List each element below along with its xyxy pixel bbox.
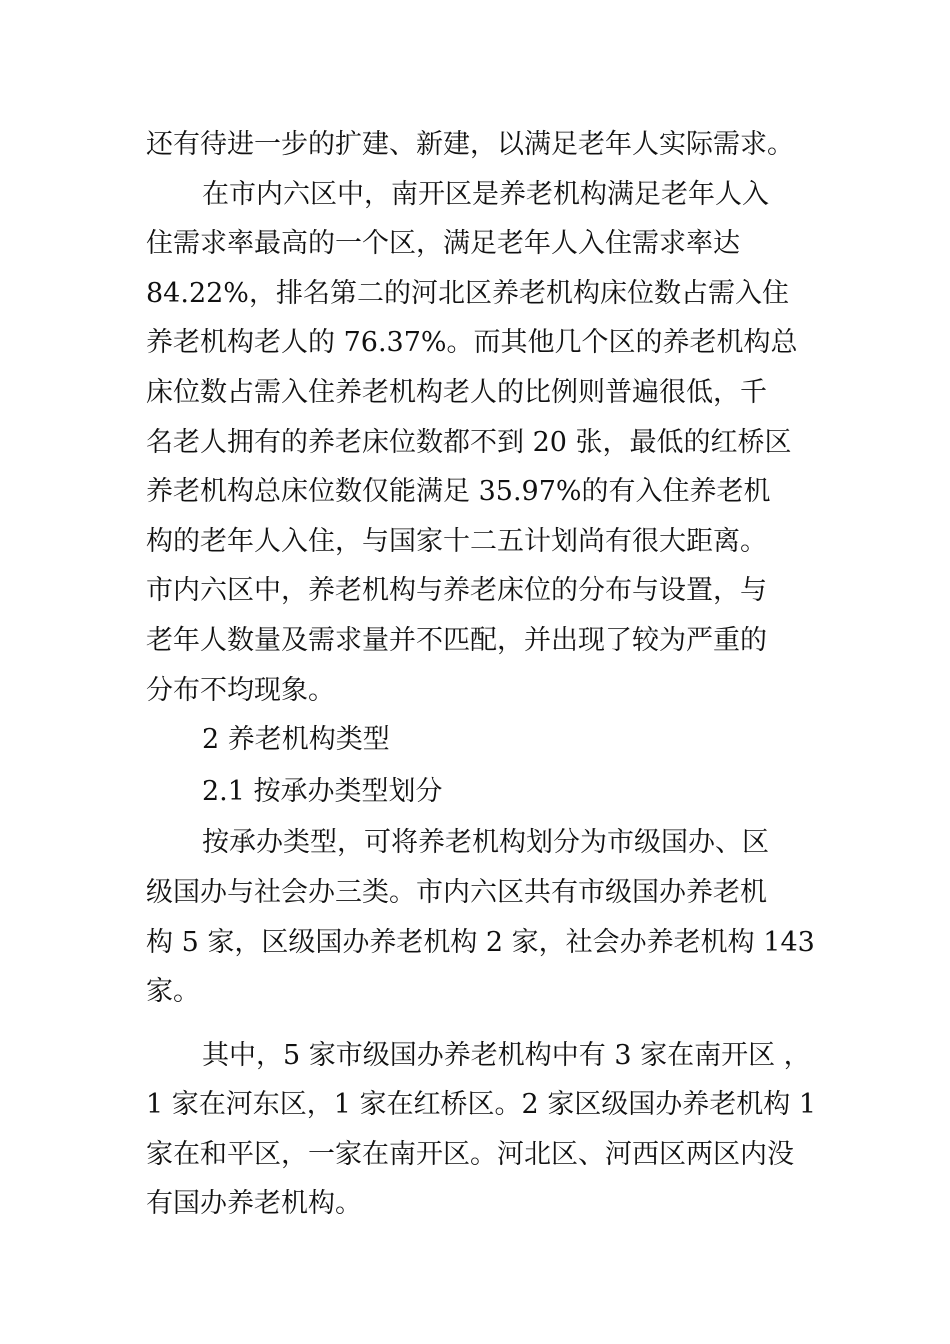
paragraph-operator-types — [146, 818, 818, 1016]
text-line: 其中，5 家市级国办养老机构中有 3 家在南开区 ， — [202, 1039, 811, 1071]
text-line: 构的老年人入住，与国家十二五计划尚有很大距离。 — [146, 525, 767, 557]
text-line: 住需求率最高的一个区，满足老年人入住需求率达 — [146, 228, 740, 260]
subsection-heading: 2.1 按承办类型划分 — [202, 775, 443, 807]
text-line: 有国办养老机构。 — [146, 1188, 362, 1220]
paragraph-state-run-distribution — [146, 1031, 818, 1229]
text-line: 还有待进一步的扩建、新建，以满足老年人实际需求。 — [146, 129, 794, 160]
text-line: 84.22%，排名第二的河北区养老机构床位数占需入住 — [146, 277, 789, 309]
paragraph-continuation — [146, 120, 818, 170]
text-line: 市内六区中，养老机构与养老床位的分布与设置，与 — [146, 575, 767, 607]
text-line: 家。 — [146, 976, 200, 1008]
text-line: 养老机构总床位数仅能满足 35.97%的有入住养老机 — [146, 476, 771, 508]
text-line: 按承办类型，可将养老机构划分为市级国办、区 — [202, 827, 769, 859]
text-line: 构 5 家，区级国办养老机构 2 家，社会办养老机构 143 — [146, 926, 815, 958]
paragraph-district-comparison — [146, 170, 818, 716]
text-line: 养老机构老人的 76.37%。而其他几个区的养老机构总 — [146, 327, 798, 359]
section-heading: 2 养老机构类型 — [202, 724, 390, 756]
text-line: 在市内六区中，南开区是养老机构满足老年人入 — [202, 178, 769, 210]
text-line: 家在和平区，一家在南开区。河北区、河西区两区内没 — [146, 1138, 794, 1170]
text-line: 老年人数量及需求量并不匹配，并出现了较为严重的 — [146, 624, 767, 656]
text-line: 分布不均现象。 — [146, 674, 335, 706]
document-body — [146, 120, 818, 1229]
text-line: 级国办与社会办三类。市内六区共有市级国办养老机 — [146, 876, 767, 908]
text-line: 床位数占需入住养老机构老人的比例则普遍很低，千 — [146, 376, 767, 408]
text-line: 1 家在河东区，1 家在红桥区。2 家区级国办养老机构 1 — [146, 1089, 817, 1121]
text-line: 名老人拥有的养老床位数都不到 20 张，最低的红桥区 — [146, 426, 792, 458]
